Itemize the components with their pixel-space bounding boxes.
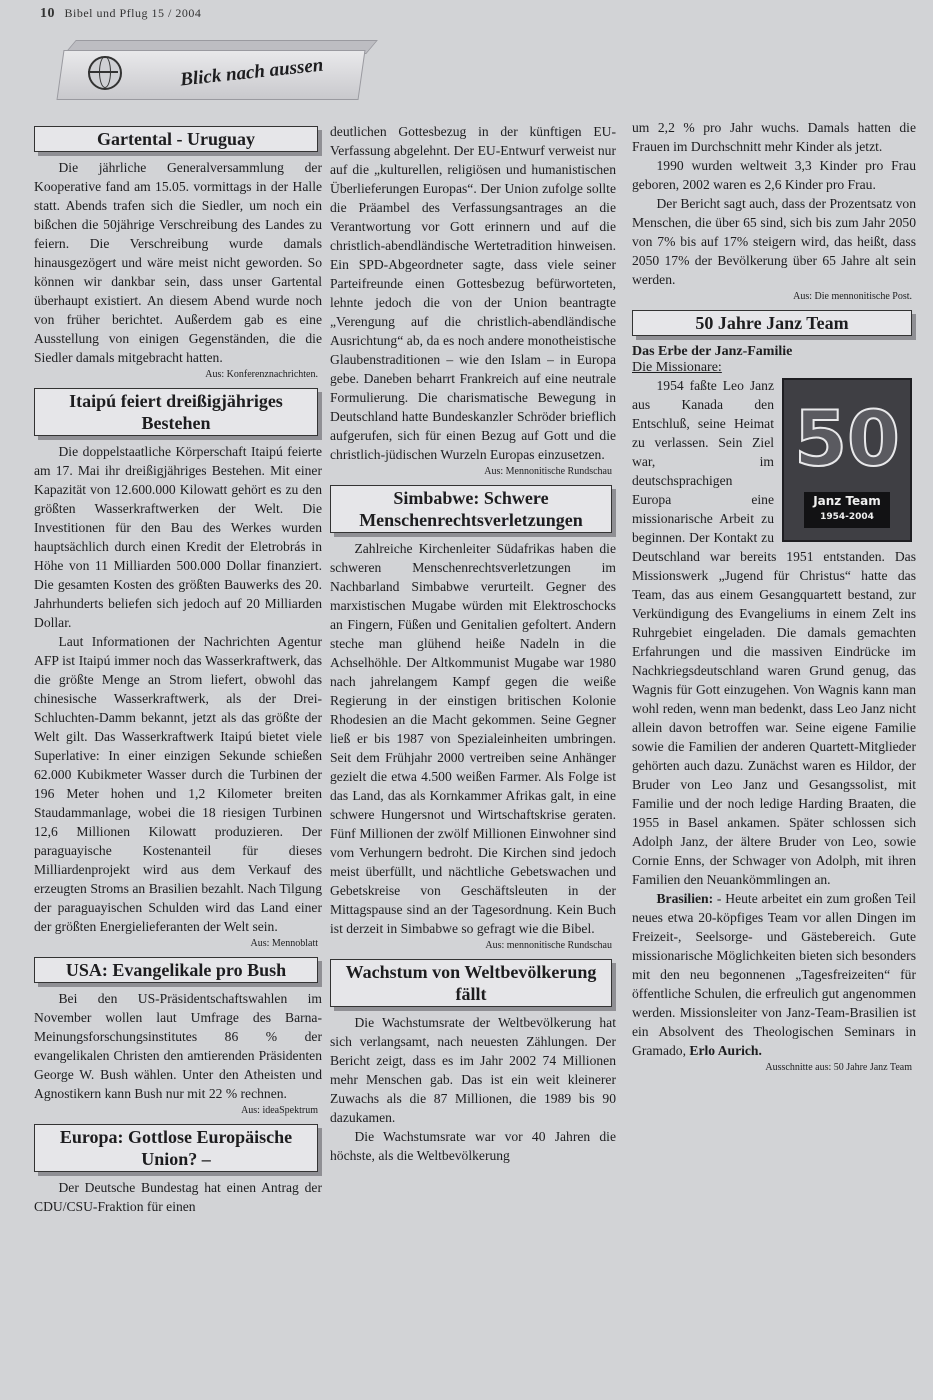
- article-heading: Itaipú feiert dreißigjähriges Bestehen: [34, 388, 318, 436]
- article-heading: Europa: Gottlose Europäische Union? –: [34, 1124, 318, 1172]
- article-source: Aus: mennonitische Rundschau: [485, 940, 612, 951]
- article-body: deutlichen Gottesbezug in der künftigen EU-Verfassung abgelehnt. Der EU-Entwurf verweist nur auf die „kulturellen, religiösen und humanistischen Überlieferungen Europas“. Der Union zufolge sollte die Präambel des Verfassungsantrages an die Verantwortung vor Gott erinnern und auf die christlich-abendländische Wertetradition hinweisen. Ein SPD-Abgeordneter sagte, dass viele seiner Parteifreunde einen Gottesbezug befürworteten, lehnte jedoch die von der Union beantragte „Verengung auf die christlich-abendländische Ausrichtung“ ab, da es noch andere monotheistische Glaubenstraditionen – wie den Islam – in Europa gebe. Daneben beharrt Frankreich auf eine neutrale Formulierung. Die charismatische Bewegung in Deutschland hatte Bundeskanzler Schröder brieflich aufgerufen, sich für einen Bezug auf Gott und die christlich-jüdischen Wurzeln Europas einzusetzen.: [330, 124, 616, 462]
- article-subheading: Das Erbe der Janz-Familie: [632, 344, 793, 359]
- page-number: 10: [40, 6, 55, 21]
- janz-team-logo: [782, 378, 912, 542]
- article-body: Die jährliche Generalversammlung der Kooperative fand am 15.05. vormittags in der Halle statt. Abends trafen sich die Siedler, um noch ein bißchen die 50jährige Verschreibung des Landes zu feiern. Die Verschreibung wurde damals hinausgezögert und wäre meist nicht geworden. So können wir dankbar sein, dass unser Gartental überhaupt existiert. An diesem Abend wurde noch von früher berichtet. Außerdem gab es eine Ausstellung von einigen Gegenständen, die die Siedler damals mitgebracht hatten.: [34, 160, 322, 365]
- column-2: [330, 122, 616, 1165]
- article-source: Aus: Mennonitische Rundschau: [484, 466, 612, 477]
- article-heading: Simbabwe: Schwere Menschenrechtsverletzungen: [330, 485, 612, 533]
- logo-number: 50: [794, 394, 900, 483]
- article-source: Aus: Konferenznachrichten.: [205, 369, 318, 380]
- article-source: Aus: Mennoblatt: [250, 938, 318, 949]
- brasilien-text: - Heute arbeitet ein zum großen Teil neues etwa 20-köpfiges Team vor allen Dingen im Freizeit-, Seelsorge- und Gästebereich. Gute missionarische Möglichkeiten bieten sich besonders mit den neu begonnenen „Tagesfreizeiten“ für öffentliche Schulen, die erfreulich gut angenommen werden. Missionsleiter von Janz-Team-Brasilien ist ein Absolvent des Theologischen Seminars in Gramado,: [632, 891, 916, 1058]
- brasilien-lead: Brasilien:: [656, 891, 714, 906]
- article-body: Der Bericht sagt auch, dass der Prozentsatz von Menschen, die über 65 sind, sich bis zum Jahr 2050 von 7% bis auf 17% steigern wird, das heißt, dass 2050 17% der Bevölkerung über 65 Jahre alt sein werden.: [632, 196, 916, 287]
- article-body: Laut Informationen der Nachrichten Agentur AFP ist Itaipú immer noch das Wasserkraftwerk, das die größte Menge an Strom liefert, obwohl das chinesische Wasserkraftwerk, als der Drei-Schluchten-Damm bekannt, jetzt als das größte der Welt gilt. Das Wasserkraftwerk Itaipú bietet viele Superlative: In einer einzigen Sekunde schießen 62.000 Kubikmeter Wasser durch die Turbinen der 196 Meter hohen und 1,2 Kilometer breiten Staudammanlage, wobei die 18 riesigen Turbinen 12,6 Millionen Kilowatt produzieren. Der paraguayische Kostenanteil für dieses Milliardenprojekt wird aus dem Verkauf des erzeugten Stroms an Brasilien bezahlt. Nach Tilgung der paraguayischen Schulden wird das Land einer der größten Energielieferanten der Welt sein.: [34, 634, 322, 934]
- page-header: [40, 6, 201, 22]
- section-banner: [60, 40, 380, 102]
- logo-band: [804, 492, 890, 528]
- article-heading: Wachstum von Weltbevölkerung fällt: [330, 959, 612, 1007]
- article-body: um 2,2 % pro Jahr wuchs. Damals hatten die Frauen im Durchschnitt mehr Kinder als jetzt.: [632, 120, 916, 154]
- article-body: Die Wachstumsrate der Weltbevölkerung hat sich verlangsamt, nach neuesten Zählungen. Der Bericht zeigt, dass es im Jahr 2002 74 Millionen mehr Menschen gab. Das ist ein weit kleinerer Zuwachs als die 87 Millionen, die 1989 bis 90 dazukamen.: [330, 1015, 616, 1125]
- article-body: Die Wachstumsrate war vor 40 Jahren die höchste, als die Weltbevölkerung: [330, 1129, 616, 1163]
- column-1: [34, 122, 322, 1216]
- article-source: Ausschnitte aus: 50 Jahre Janz Team: [765, 1062, 912, 1073]
- article-heading: 50 Jahre Janz Team: [632, 310, 912, 336]
- column-3: [632, 118, 916, 1081]
- article-heading: Gartental - Uruguay: [34, 126, 318, 152]
- article-body: [632, 889, 916, 1060]
- article-body: Die doppelstaatliche Körperschaft Itaipú feierte am 17. Mai ihr dreißigjähriges Bestehen. Mit einer Kapazität von 12.600.000 Kilowatt gehört es zu den größten Wasserkraftwerken der Welt. Die Investitionen für den Bau des Werkes wurden hauptsächlich durch einen Kredit der Eletrobrás in Höhe von 11 Milliarden 500.000 Dollar finanziert. Die gesamten Kosten des größten Bauwerks des 20. Jahrhunderts beliefen sich jedoch auf 20 Milliarden Dollar.: [34, 444, 322, 630]
- article-body: Zahlreiche Kirchenleiter Südafrikas haben die schweren Menschenrechtsverletzungen im Nachbarland Simbabwe verurteilt. Gegner des marxistischen Mugabe würden mit Elektroschocks an Fingern, Füßen und Genitalien gefoltert. Andern steche man glühend heiße Nadeln in die Achselhöhle. Der Altkommunist Mugabe war 1980 nach jahrelangem Kampf gegen die weiße Regierung in der einstigen britischen Kolonie Rhodesien an die Macht gekommen. Seine Gegner ließ er bis 1987 von Spezialeinheiten umbringen. Seit dem Frühjahr 2000 vertreiben seine Anhänger gezielt die etwa 4.500 weißen Farmer. Als Folge ist das Land, das als Kornkammer Afrikas galt, in eine schwere Hungersnot und Wirtschaftskrise geraten. Fünf Millionen der zwölf Millionen Einwohner sind vom Verhungern bedroht. Die Kirchen sind jedoch meist überfüllt, und nächtliche Gebetswachen und Gebetskreise von Geschäftsleuten in der Mittagspause sind an der Tagesordnung. Kein Buch ist derzeit in Simbabwe so gefragt wie die Bibel.: [330, 541, 616, 936]
- article-body: Bei den US-Präsidentschaftswahlen im November wollen laut Umfrage des Barna-Meinungsforschungsinstitutes 86 % der evangelikalen Christen den amtierenden Präsidenten George W. Bush wählen. Unter den Atheisten und Agnostikern kann Bush nur mit 22 % rechnen.: [34, 991, 322, 1101]
- issue-label: Bibel und Pflug 15 / 2004: [64, 6, 202, 20]
- logo-years: 1954-2004: [820, 512, 874, 522]
- article-subheading-missionare: Die Missionare:: [632, 360, 722, 375]
- signoff: Erlo Aurich.: [689, 1043, 762, 1058]
- article-body: 1954 faßte Leo Janz aus Kanada den Entschluß, seine Heimat zu verlassen. Sein Ziel war, im deutschsprachigen Europa eine missionarische Arbeit zu beginnen. Der Kontakt zu Deutschland war bereits 1951 entstanden. Das Missionswerk „Jugend für Christus“ hatte das Team, das aus einem Gesangquartett bestand, zur Verkündigung des Evangeliums in einem Zelt ins Ruhrgebiet eingeladen. Die damals gemachten Erfahrungen und die massiven Eindrücke im Nachkriegsdeutschland waren Grund genug, das Wagnis für Gott einzugehen. Von Wagnis kann man wohl reden, wenn man bedenkt, dass Leo Janz nicht allein davon betroffen war. Seine eigene Familie sowie die Familien der anderen Quartett-Mitglieder gehörten auch dazu. Zunächst waren es Hildor, der Bruder von Leo Janz und Gesangssolist, mit Familie und der noch ledige Harding Braaten, die 1955 in Basel ankamen. Später schlossen sich Adolph Janz, der ältere Bruder von Leo, sowie Cornie Enns, der Schwager von Adolph, mit ihren Familien den Neuankömmlingen an.: [632, 378, 916, 887]
- article-body: Der Deutsche Bundestag hat einen Antrag der CDU/CSU-Fraktion für einen: [34, 1180, 322, 1214]
- article-heading: USA: Evangelikale pro Bush: [34, 957, 318, 983]
- article-source: Aus: Die mennonitische Post.: [793, 291, 912, 302]
- article-source: Aus: ideaSpektrum: [241, 1105, 318, 1116]
- globe-icon: [88, 56, 122, 90]
- logo-name: Janz Team: [813, 494, 881, 508]
- article-body: 1990 wurden weltweit 3,3 Kinder pro Frau geboren, 2002 waren es 2,6 Kinder pro Frau.: [632, 158, 916, 192]
- banner-title: Blick nach aussen: [179, 54, 325, 91]
